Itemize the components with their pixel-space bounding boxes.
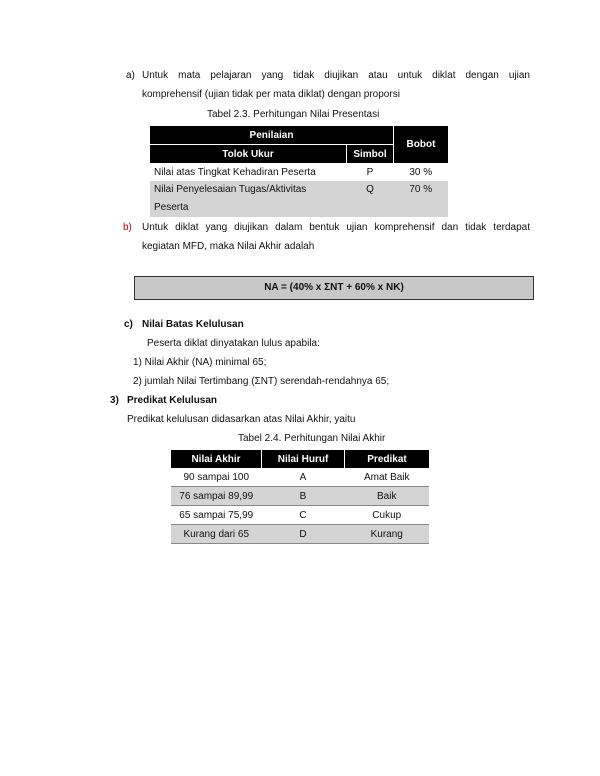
table-row xyxy=(171,487,429,506)
table-row xyxy=(171,525,429,544)
section-a-line1: Untuk mata pelajaran yang tidak diujikan atau untuk diklat dengan ujian xyxy=(142,70,530,81)
section-3-marker: 3) xyxy=(110,395,119,406)
table-row xyxy=(150,181,448,217)
cell-predikat: Baik xyxy=(345,487,430,506)
section-a-marker: a) xyxy=(126,70,135,81)
cell-nilai: 65 sampai 75,99 xyxy=(171,506,262,525)
section-a-line2: komprehensif (ujian tidak per mata diklat) dengan proporsi xyxy=(142,89,400,100)
cell-tolok: Nilai atas Tingkat Kehadiran Peserta xyxy=(154,166,316,178)
cell-simbol: Q xyxy=(366,184,374,195)
section-3-title: Predikat Kelulusan xyxy=(127,395,218,406)
cell-predikat: Kurang xyxy=(345,525,430,544)
header-tolok-ukur: Tolok Ukur xyxy=(150,145,347,164)
cell-bobot: 30 % xyxy=(409,166,433,178)
table-row xyxy=(150,163,448,181)
cell-huruf: D xyxy=(262,525,345,544)
section-b-line1: Untuk diklat yang diujikan dalam bentuk ujian komprehensif dan tidak terdapat xyxy=(142,222,530,233)
cell-bobot: 70 % xyxy=(409,184,433,195)
cell-nilai: 90 sampai 100 xyxy=(171,468,262,487)
cell-huruf: C xyxy=(262,506,345,525)
cell-huruf: A xyxy=(262,468,345,487)
section-c-item-2: 2) jumlah Nilai Tertimbang (ΣNT) serendah-rendahnya 65; xyxy=(133,376,390,387)
header-bobot: Bobot xyxy=(394,126,449,163)
cell-huruf: B xyxy=(262,487,345,506)
cell-nilai: 76 sampai 89,99 xyxy=(171,487,262,506)
cell-tolok-line2: Peserta xyxy=(154,202,189,213)
cell-predikat: Cukup xyxy=(345,506,430,525)
cell-tolok-line1: Nilai Penyelesaian Tugas/Aktivitas xyxy=(154,184,307,195)
header-predikat: Predikat xyxy=(345,450,430,468)
table-row xyxy=(171,468,429,487)
header-nilai-huruf: Nilai Huruf xyxy=(262,450,345,468)
section-b-marker: b) xyxy=(123,222,132,233)
section-b-line2: kegiatan MFD, maka Nilai Akhir adalah xyxy=(142,241,315,252)
cell-simbol: P xyxy=(366,166,374,178)
section-c-title: Nilai Batas Kelulusan xyxy=(142,319,244,330)
table-row xyxy=(171,506,429,525)
header-penilaian: Penilaian xyxy=(150,126,394,145)
section-c-item-1: 1) Nilai Akhir (NA) minimal 65; xyxy=(133,357,267,368)
section-c-intro: Peserta diklat dinyatakan lulus apabila: xyxy=(147,338,320,349)
formula-box: NA = (40% x ΣNT + 60% x NK) xyxy=(134,276,534,300)
table1-caption: Tabel 2.3. Perhitungan Nilai Presentasi xyxy=(207,109,380,120)
cell-predikat: Amat Baik xyxy=(345,468,430,487)
table-presentasi xyxy=(150,126,448,217)
table2-caption: Tabel 2.4. Perhitungan Nilai Akhir xyxy=(238,433,386,444)
cell-tolok xyxy=(150,181,347,217)
cell-nilai: Kurang dari 65 xyxy=(171,525,262,544)
header-nilai-akhir: Nilai Akhir xyxy=(171,450,262,468)
header-simbol: Simbol xyxy=(347,145,394,164)
section-3-intro: Predikat kelulusan didasarkan atas Nilai Akhir, yaitu xyxy=(127,414,356,425)
section-c-marker: c) xyxy=(124,319,133,330)
table-nilai-akhir xyxy=(171,450,429,544)
